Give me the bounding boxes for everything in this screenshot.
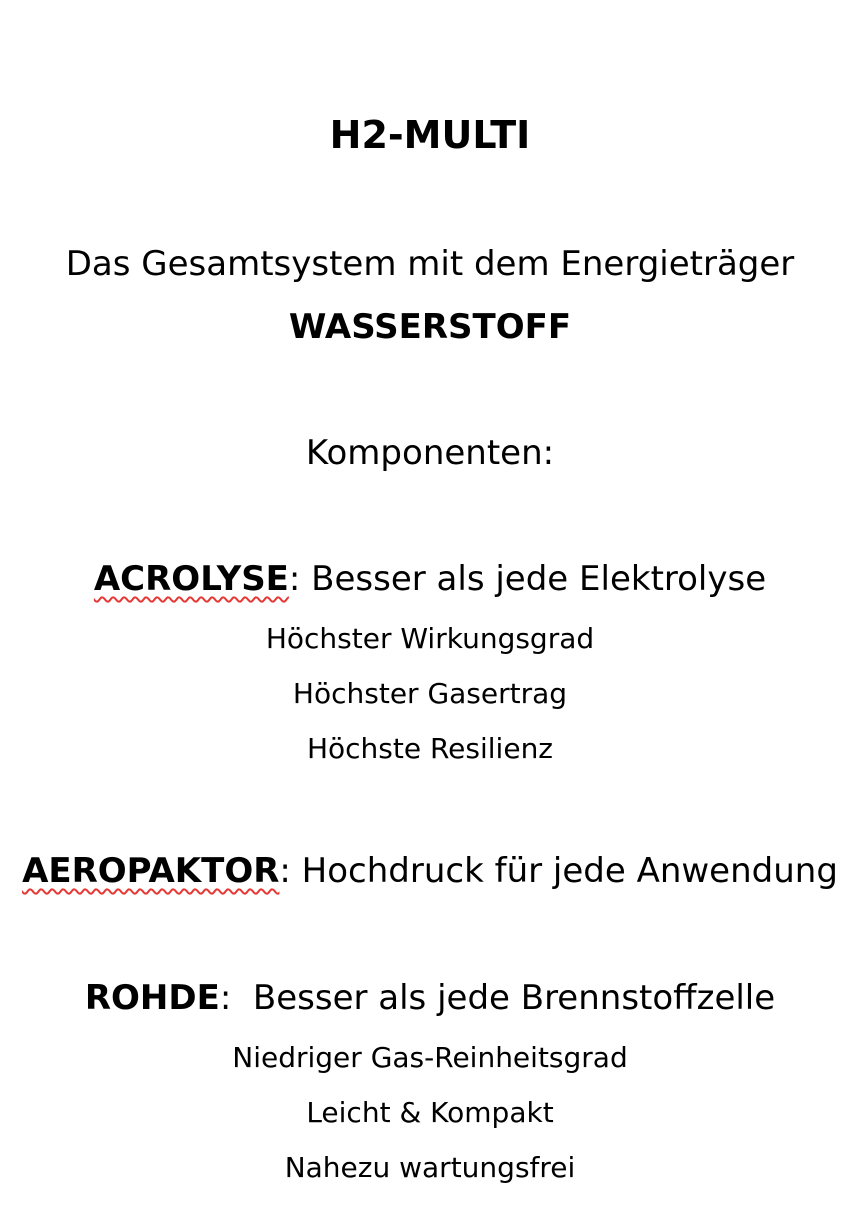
- feature-item: Leicht & Kompakt: [306, 1096, 554, 1129]
- feature-item: Höchster Gasertrag: [292, 677, 568, 710]
- feature-item: Höchster Wirkungsgrad: [265, 622, 595, 655]
- component-description-acrolyse: : Besser als jede Elektrolyse: [288, 559, 767, 599]
- component-aeropaktor-heading: [0, 851, 860, 891]
- component-rohde-heading: [0, 978, 860, 1018]
- component-name-acrolyse: ACROLYSE: [93, 559, 289, 599]
- components-heading: Komponenten:: [305, 433, 555, 473]
- feature-item: Höchste Resilienz: [306, 732, 554, 765]
- document-title: H2-MULTI: [329, 113, 531, 157]
- energy-carrier-label: WASSERSTOFF: [288, 307, 572, 347]
- component-description-rohde: : Besser als jede Brennstoffzelle: [219, 978, 776, 1018]
- document-subtitle: Das Gesamtsystem mit dem Energieträger: [65, 244, 795, 284]
- feature-item: Nahezu wartungsfrei: [284, 1151, 576, 1184]
- component-name-aeropaktor: AEROPAKTOR: [22, 851, 280, 891]
- component-description-aeropaktor: : Hochdruck für jede Anwendung: [279, 851, 838, 891]
- component-acrolyse-heading: [0, 559, 860, 599]
- component-name-rohde: ROHDE: [84, 978, 220, 1018]
- feature-item: Niedriger Gas-Reinheitsgrad: [232, 1041, 628, 1074]
